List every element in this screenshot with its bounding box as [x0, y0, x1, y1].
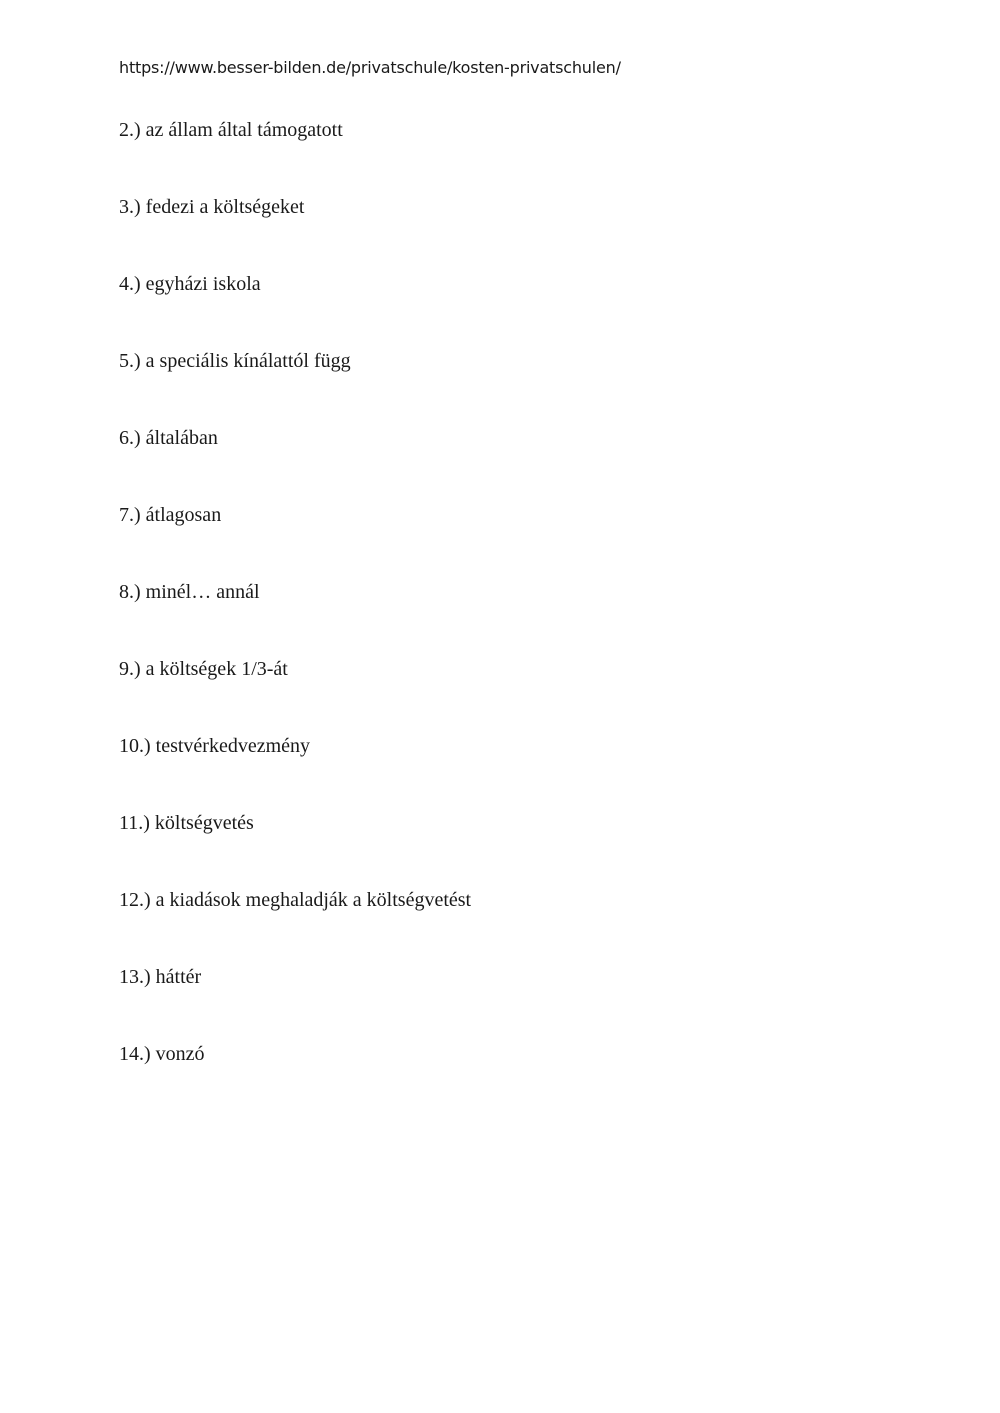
list-item: 6.) általában	[119, 427, 218, 449]
list-item: 9.) a költségek 1/3-át	[119, 658, 288, 680]
list-item: 5.) a speciális kínálattól függ	[119, 350, 351, 372]
list-item: 14.) vonzó	[119, 1043, 205, 1065]
list-item: 13.) háttér	[119, 966, 202, 988]
list-item: 2.) az állam által támogatott	[119, 119, 343, 141]
list-item: 8.) minél… annál	[119, 581, 260, 603]
list-item: 12.) a kiadások meghaladják a költségvetést	[119, 889, 472, 911]
list-item: 10.) testvérkedvezmény	[119, 735, 311, 757]
list-item: 3.) fedezi a költségeket	[119, 196, 305, 218]
source-url: https://www.besser-bilden.de/privatschule/kosten-privatschulen/	[119, 58, 621, 77]
list-item: 7.) átlagosan	[119, 504, 222, 526]
list-item: 4.) egyházi iskola	[119, 273, 261, 295]
vocabulary-list	[119, 116, 471, 1117]
list-item: 11.) költségvetés	[119, 812, 254, 834]
